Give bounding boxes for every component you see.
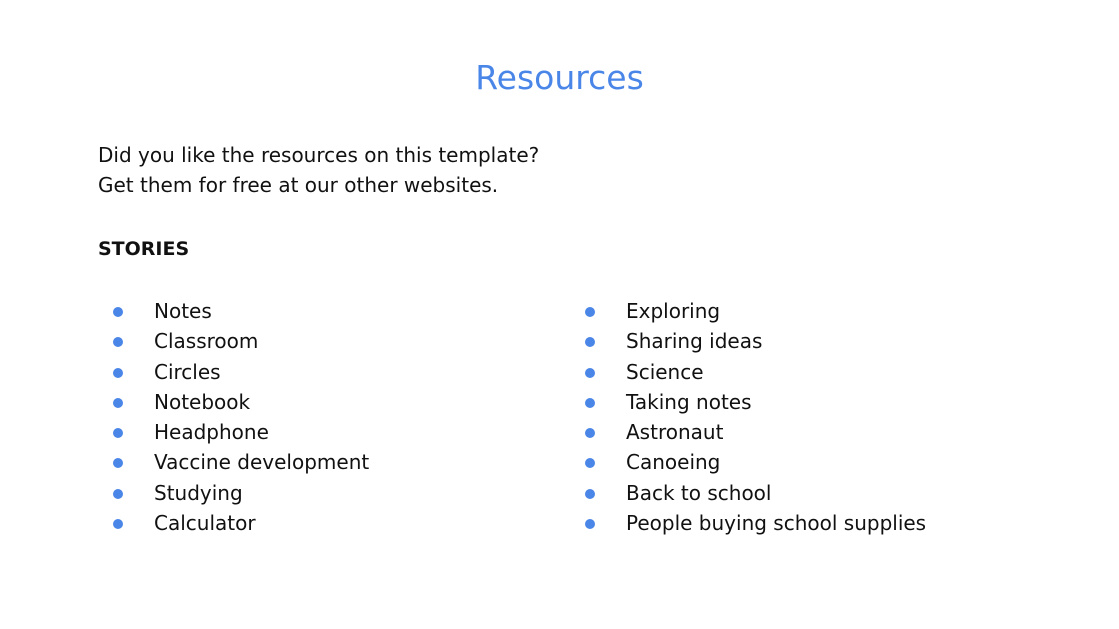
list-item: [570, 508, 926, 538]
resource-link[interactable]: People buying school supplies: [626, 511, 927, 536]
list-item: [570, 296, 926, 326]
resource-link[interactable]: Canoeing: [626, 450, 721, 475]
list-item: [570, 478, 926, 508]
bullet-icon: [113, 519, 123, 529]
resource-link[interactable]: Taking notes: [626, 389, 752, 414]
intro-line: Get them for free at our other websites.: [98, 173, 499, 197]
list-item: [570, 357, 926, 387]
bullet-icon: [585, 307, 595, 317]
bullet-icon: [113, 428, 123, 438]
resource-link[interactable]: Astronaut: [626, 420, 724, 445]
resource-link[interactable]: Headphone: [154, 420, 269, 445]
list-item: [98, 417, 369, 447]
resource-link[interactable]: Calculator: [154, 511, 256, 536]
bullet-icon: [585, 398, 595, 408]
resource-link[interactable]: Sharing ideas: [626, 329, 763, 354]
bullet-icon: [585, 519, 595, 529]
list-item: [98, 478, 369, 508]
bullet-icon: [585, 428, 595, 438]
resource-link[interactable]: Classroom: [154, 329, 259, 354]
list-item: [98, 387, 369, 417]
bullet-icon: [113, 307, 123, 317]
page-title: Resources: [475, 58, 644, 97]
list-item: [570, 326, 926, 356]
bullet-icon: [113, 458, 123, 468]
list-item: [98, 357, 369, 387]
list-item: [98, 296, 369, 326]
list-item: [570, 447, 926, 477]
resource-link[interactable]: Science: [626, 359, 704, 384]
resource-link[interactable]: Back to school: [626, 480, 772, 505]
list-item: [98, 447, 369, 477]
stories-list-right: [570, 296, 926, 538]
bullet-icon: [113, 489, 123, 499]
resource-link[interactable]: Notes: [154, 299, 212, 323]
stories-list-left: [98, 296, 369, 538]
bullet-icon: [585, 489, 595, 499]
resource-link[interactable]: Exploring: [626, 299, 721, 323]
bullet-icon: [113, 368, 123, 378]
intro-line: Did you like the resources on this template?: [98, 143, 540, 167]
bullet-icon: [585, 368, 595, 378]
resource-link[interactable]: Studying: [154, 480, 243, 505]
list-item: [570, 387, 926, 417]
list-item: [98, 508, 369, 538]
section-heading: STORIES: [98, 238, 190, 260]
resource-link[interactable]: Vaccine development: [154, 450, 370, 475]
bullet-icon: [113, 337, 123, 347]
resource-link[interactable]: Circles: [154, 359, 221, 384]
intro-text: [98, 140, 539, 200]
bullet-icon: [113, 398, 123, 408]
bullet-icon: [585, 337, 595, 347]
bullet-icon: [585, 458, 595, 468]
list-item: [570, 417, 926, 447]
resource-link[interactable]: Notebook: [154, 389, 251, 414]
list-item: [98, 326, 369, 356]
